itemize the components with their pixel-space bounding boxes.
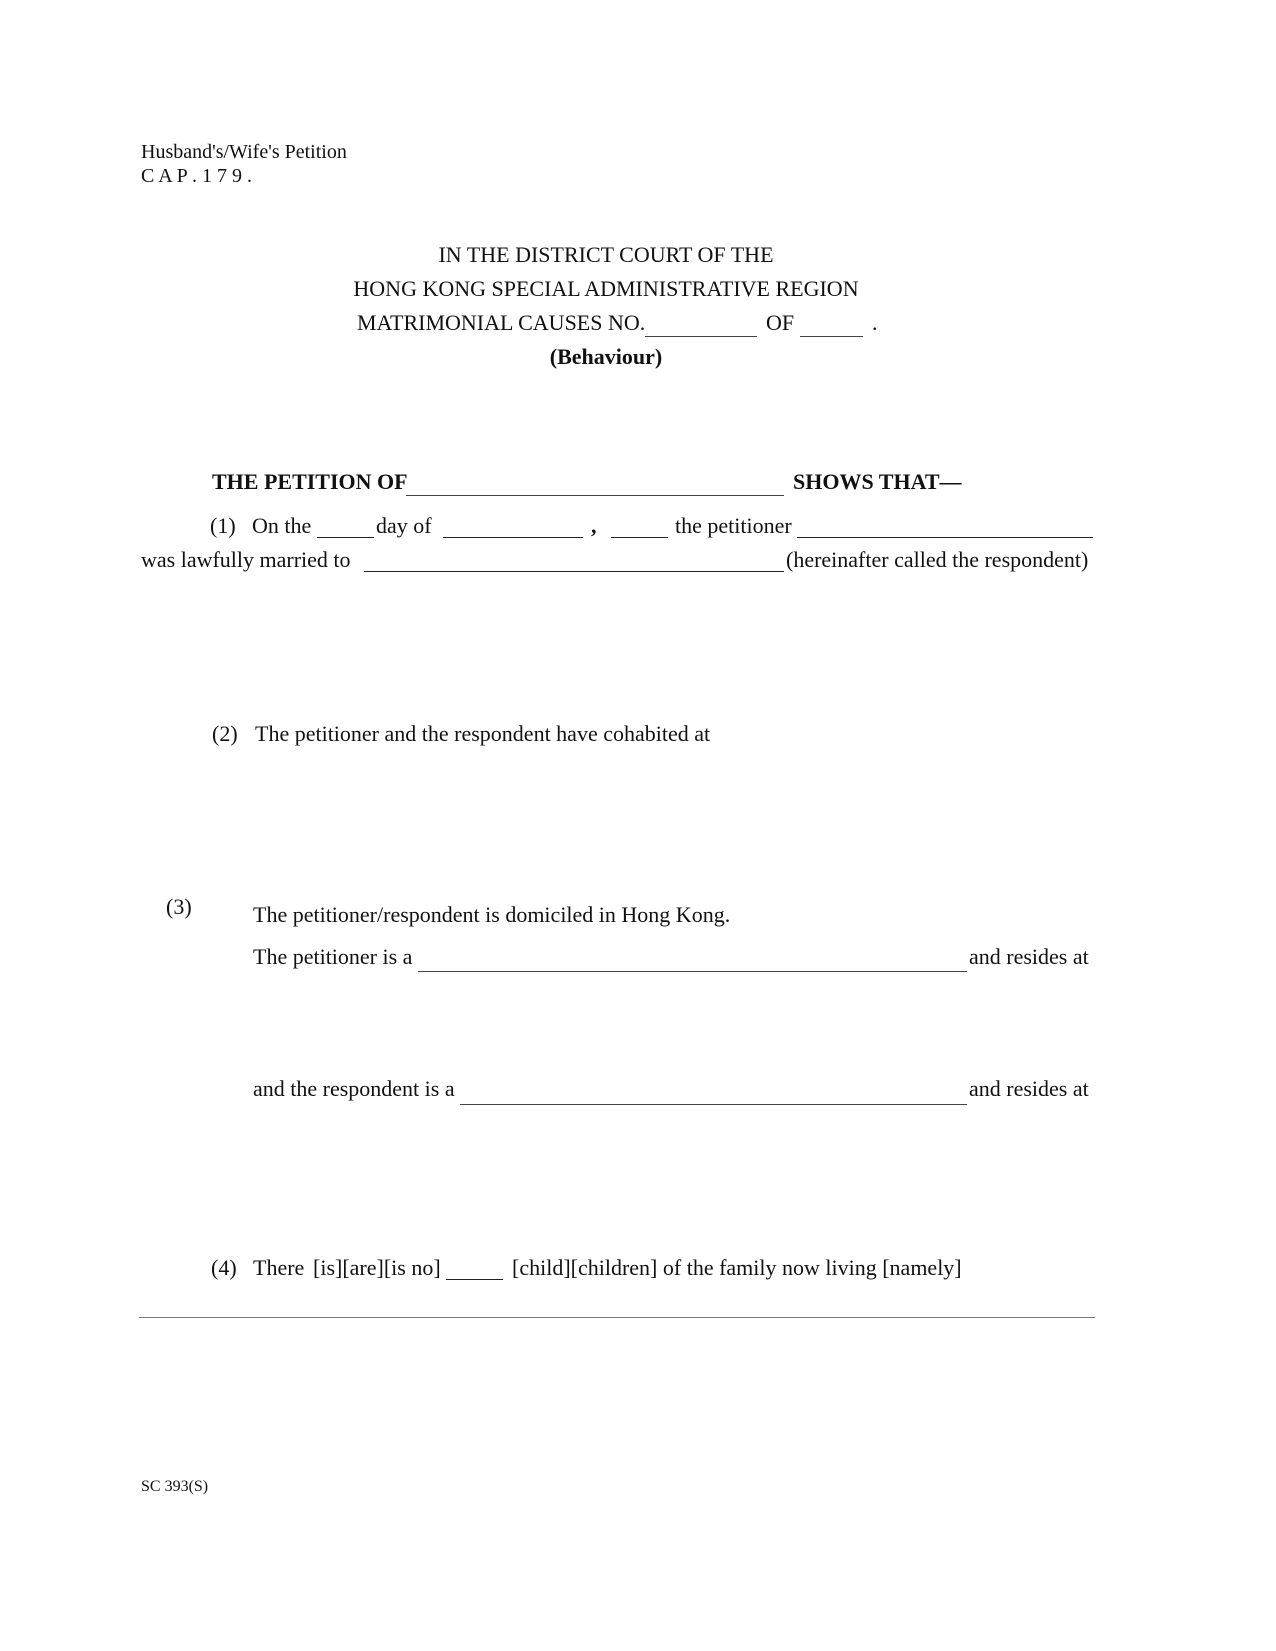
shows-that-label: SHOWS THAT—: [793, 469, 962, 494]
para1-comma: ,: [591, 513, 597, 538]
para4-children-text: [child][children] of the family now living [namely]: [512, 1255, 962, 1280]
para3-resides-at-1: and resides at: [969, 944, 1089, 969]
petitioner-name-field[interactable]: [406, 495, 784, 496]
petitioner-occupation-field[interactable]: [418, 971, 967, 972]
para3-resides-at-2: and resides at: [969, 1076, 1089, 1101]
of-label: OF: [766, 310, 795, 335]
para1-respondent-note: (hereinafter called the respondent): [786, 547, 1089, 572]
para1-number: (1): [210, 513, 236, 538]
para2-text: The petitioner and the respondent have cohabited at: [255, 721, 711, 746]
form-title: Husband's/Wife's Petition: [141, 141, 347, 163]
court-heading-line1: IN THE DISTRICT COURT OF THE: [438, 242, 774, 267]
para1-the-petitioner: the petitioner: [675, 513, 792, 538]
section-divider: [139, 1317, 1095, 1318]
case-number-field[interactable]: [645, 336, 757, 337]
para1-married-to: was lawfully married to: [141, 547, 351, 572]
marriage-month-field[interactable]: [443, 537, 583, 538]
respondent-name-field[interactable]: [364, 571, 784, 572]
case-year-field[interactable]: [800, 336, 863, 337]
para4-there: There: [253, 1255, 305, 1280]
court-heading-line2: HONG KONG SPECIAL ADMINISTRATIVE REGION: [353, 276, 859, 301]
petitioner-field[interactable]: [797, 537, 1093, 538]
cap-reference: C A P . 1 7 9 .: [141, 165, 252, 187]
petition-type-subtitle: (Behaviour): [549, 344, 663, 369]
children-count-field[interactable]: [446, 1279, 503, 1280]
para3-number: (3): [166, 894, 192, 919]
para3-petitioner-is: The petitioner is a: [253, 944, 413, 969]
para3-domicile: The petitioner/respondent is domiciled in Hong Kong.: [253, 902, 731, 927]
petition-of-label: THE PETITION OF: [212, 469, 408, 494]
marriage-year-field[interactable]: [611, 537, 668, 538]
matrimonial-causes-label: MATRIMONIAL CAUSES NO.: [357, 310, 646, 335]
respondent-occupation-field[interactable]: [460, 1104, 967, 1105]
marriage-day-field[interactable]: [317, 537, 374, 538]
para2-number: (2): [212, 721, 238, 746]
para1-day-of: day of: [376, 513, 432, 538]
para3-respondent-is: and the respondent is a: [253, 1076, 455, 1101]
para4-number: (4): [211, 1255, 237, 1280]
heading-period: .: [872, 310, 878, 335]
form-code: SC 393(S): [141, 1478, 209, 1495]
para4-options: [is][are][is no]: [313, 1255, 441, 1280]
para1-on-the: On the: [252, 513, 312, 538]
